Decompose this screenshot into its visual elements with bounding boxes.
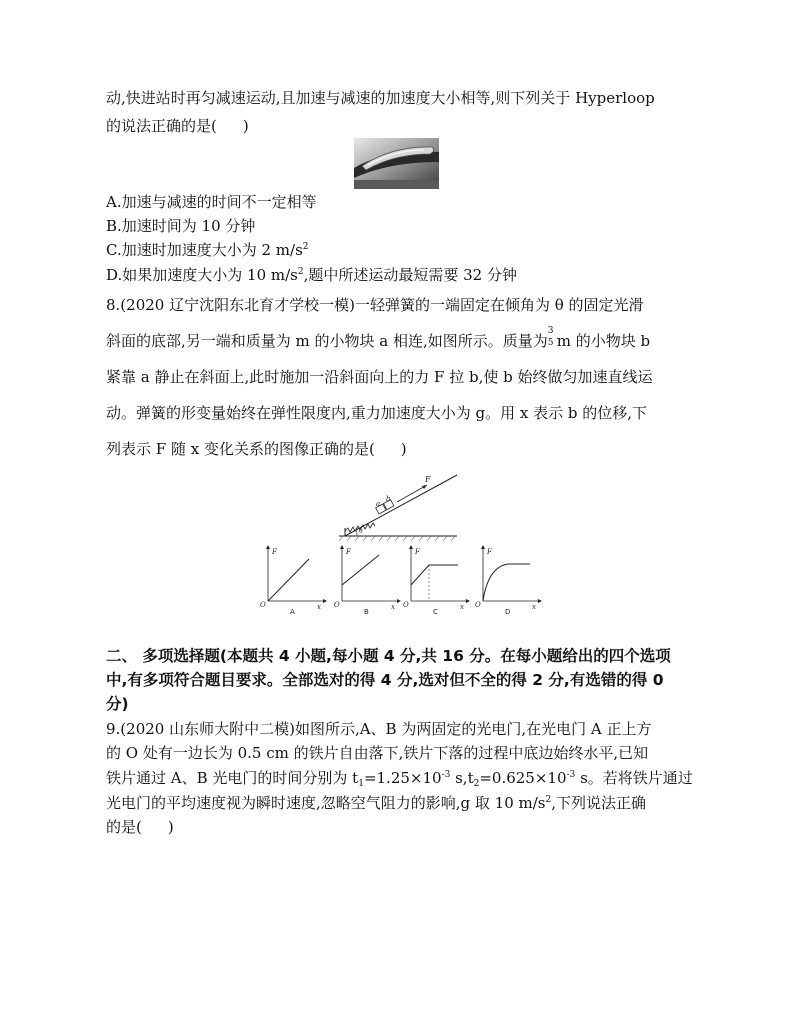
graph-b — [333, 545, 401, 615]
q9-stem-line1: 9.(2020 山东师大附中二模)如图所示,A、B 为两固定的光电门,在光电门 A 正上方 — [106, 720, 652, 738]
svg-text:x: x — [532, 603, 536, 611]
q8-stem-line2: 斜面的底部,另一端和质量为 m 的小物块 a 相连,如图所示。质量为 3 5 m 的小物块 b — [106, 326, 651, 350]
svg-text:O: O — [334, 601, 340, 609]
svg-text:F: F — [415, 548, 420, 556]
svg-text:x: x — [460, 603, 464, 611]
q9-stem-line5: 的是( ) — [106, 818, 174, 836]
label-a: a — [376, 500, 381, 508]
label-force: F — [425, 475, 431, 484]
q9-stem-line2: 的 O 处有一边长为 0.5 cm 的铁片自由落下,铁片下落的过程中底边始终水平,已知 — [106, 744, 649, 762]
svg-text:D: D — [505, 608, 511, 615]
svg-text:x: x — [391, 603, 395, 611]
q9-stem-line3: 铁片通过 A、B 光电门的时间分别为 $t_1=1.25\times 10^{-3}$ $s,t_2=0.625\times 10^{-3}$ s。若将铁片通过 — [106, 769, 693, 789]
force-arrow-icon — [422, 485, 427, 489]
q7-option-c: C.加速时加速度大小为 2 $m/s^2$ — [106, 241, 309, 259]
q8-stem-line4: 动。弹簧的形变量始终在弹性限度内,重力加速度大小为 g。用 x 表示 b 的位移,下 — [106, 404, 648, 422]
incline-spring-diagram — [335, 472, 460, 546]
section2-heading-line2: 中,有多项符合题目要求。全部选对的得 4 分,选对但不全的得 2 分,有选错的得 0 — [106, 671, 664, 689]
q7-stem-line2: 的说法正确的是( ) — [106, 117, 249, 135]
svg-text:F: F — [346, 548, 351, 556]
svg-text:F: F — [272, 548, 277, 556]
svg-text:O: O — [475, 601, 481, 609]
graph-d — [474, 545, 542, 615]
fraction-three-fifths: 3 5 — [547, 326, 554, 348]
q8-stem-line3: 紧靠 a 静止在斜面上,此时施加一沿斜面向上的力 F 拉 b,使 b 始终做匀加速直线运 — [106, 368, 653, 386]
svg-text:A: A — [290, 608, 295, 615]
graph-c — [402, 545, 470, 615]
svg-text:O: O — [403, 601, 409, 609]
q7-option-d: D.如果加速度大小为 10 $m/s^2$,题中所述运动最短需要 32 分钟 — [106, 266, 517, 284]
q7-option-a: A.加速与减速的时间不一定相等 — [106, 193, 317, 211]
hyperloop-photo — [354, 138, 439, 189]
q8-stem-line5: 列表示 F 随 x 变化关系的图像正确的是( ) — [106, 440, 407, 458]
q8-stem-line1: 8.(2020 辽宁沈阳东北育才学校一模)一轻弹簧的一端固定在倾角为 θ 的固定光滑 — [106, 296, 644, 314]
svg-text:F: F — [487, 548, 492, 556]
svg-text:x: x — [317, 603, 321, 611]
q7-stem-line1: 动,快进站时再匀减速运动,且加速与减速的加速度大小相等,则下列关于 Hyperloop — [106, 89, 655, 107]
svg-text:C: C — [433, 608, 438, 615]
svg-text:O: O — [260, 601, 266, 609]
svg-text:B: B — [364, 608, 369, 615]
section2-heading-line1: 二、 多项选择题(本题共 4 小题,每小题 4 分,共 16 分。在每小题给出的四个选项 — [106, 647, 671, 665]
label-b: b — [386, 495, 391, 503]
q7-option-b: B.加速时间为 10 分钟 — [106, 217, 256, 235]
q9-stem-line4: 光电门的平均速度视为瞬时速度,忽略空气阻力的影响,g 取 10 $m/s^2$,下列说法正确 — [106, 794, 647, 812]
graph-a — [259, 545, 327, 615]
label-theta: θ — [359, 528, 363, 535]
section2-heading-line3: 分) — [106, 695, 129, 713]
